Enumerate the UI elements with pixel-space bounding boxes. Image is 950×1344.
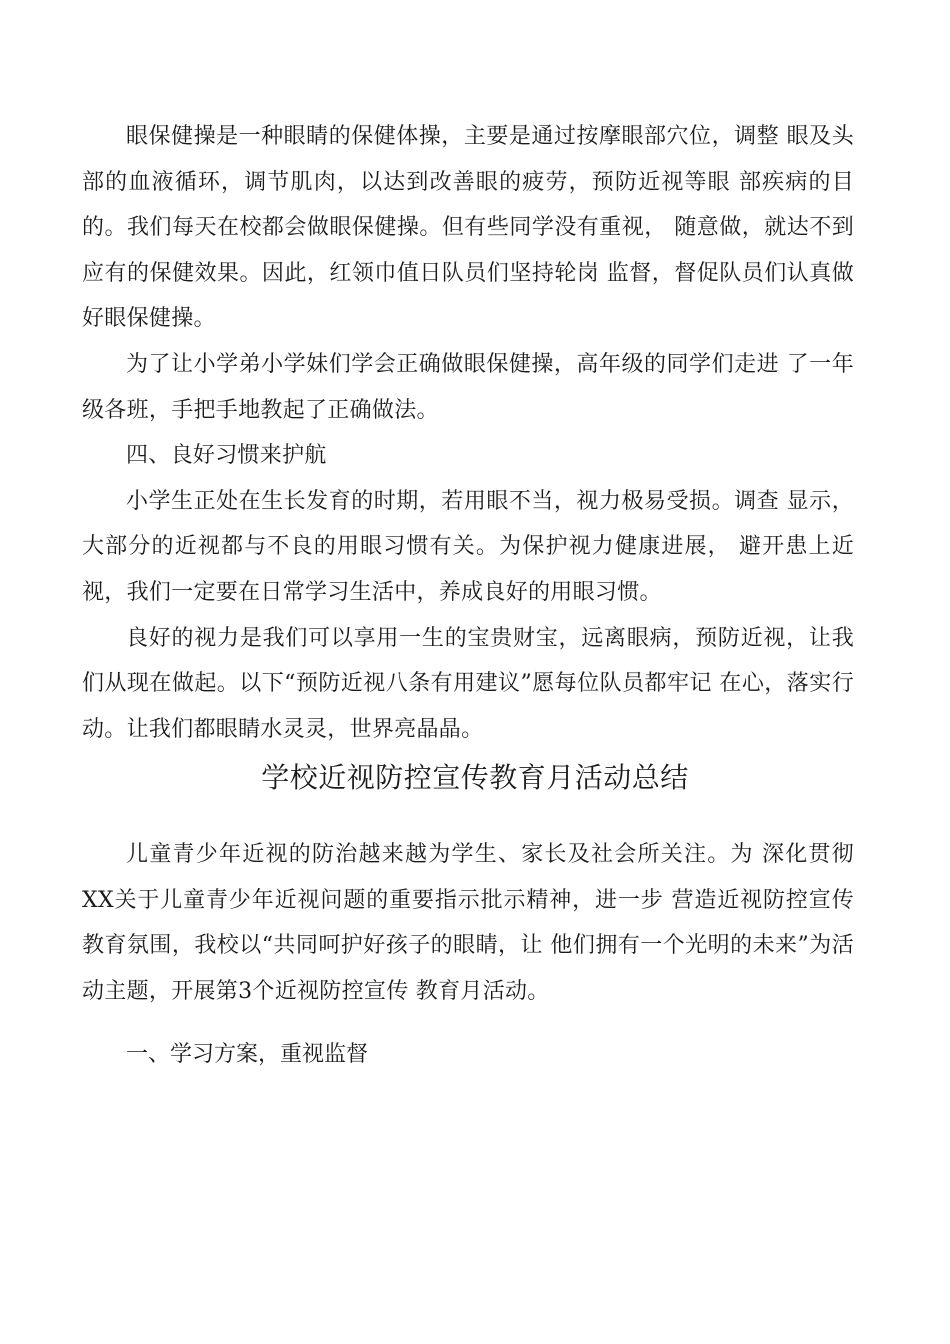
paragraph-senior-teaching: 为了让小学弟小学妹们学会正确做眼保健操，高年级的同学们走进 了一年级各班，手把手地教起了正确做法。: [82, 351, 854, 423]
paragraph-habits: 小学生正处在生长发育的时期，若用眼不当，视力极易受损。调查 显示，大部分的近视都与不良的用眼习惯有关。为保护视力健康进展， 避开患上近视，我们一定要在日常学习生活中，养成良好的用眼习惯。: [82, 488, 854, 605]
document-title: 学校近视防控宣传教育月活动总结: [261, 761, 689, 794]
paragraph-eye-exercise: 眼保健操是一种眼睛的保健体操，主要是通过按摩眼部穴位，调整 眼及头部的血液循环，调节肌肉，以达到改善眼的疲劳，预防近视等眼 部疾病的目的。我们每天在校都会做眼保健操。但有些同学没有重视， 随意做，就达不到应有的保健效果。因此，红领巾值日队员们坚持轮岗 监督，督促队员们认真做好眼保健操。: [82, 124, 854, 332]
subheading-study-plan: 一、学习方案，重视监督: [126, 1042, 369, 1067]
text-section-1: [82, 114, 854, 752]
text-section-2: [82, 832, 854, 1014]
paragraph-intro: 儿童青少年近视的防治越来越为学生、家长及社会所关注。为 深化贯彻XX关于儿童青少年近视问题的重要指示批示精神，进一步 营造近视防控宣传教育氛围，我校以“共同呵护好孩子的眼睛，让 他们拥有一个光明的未来”为活动主题，开展第3个近视防控宣传 教育月活动。: [82, 842, 854, 1004]
paragraph-good-vision: 良好的视力是我们可以享用一生的宝贵财宝，远离眼病，预防近视，让我们从现在做起。以下“预防近视八条有用建议”愿每位队员都牢记 在心，落实行动。让我们都眼睛水灵灵，世界亮晶晶。: [82, 625, 854, 742]
subheading-good-habits: 四、良好习惯来护航: [126, 443, 327, 469]
